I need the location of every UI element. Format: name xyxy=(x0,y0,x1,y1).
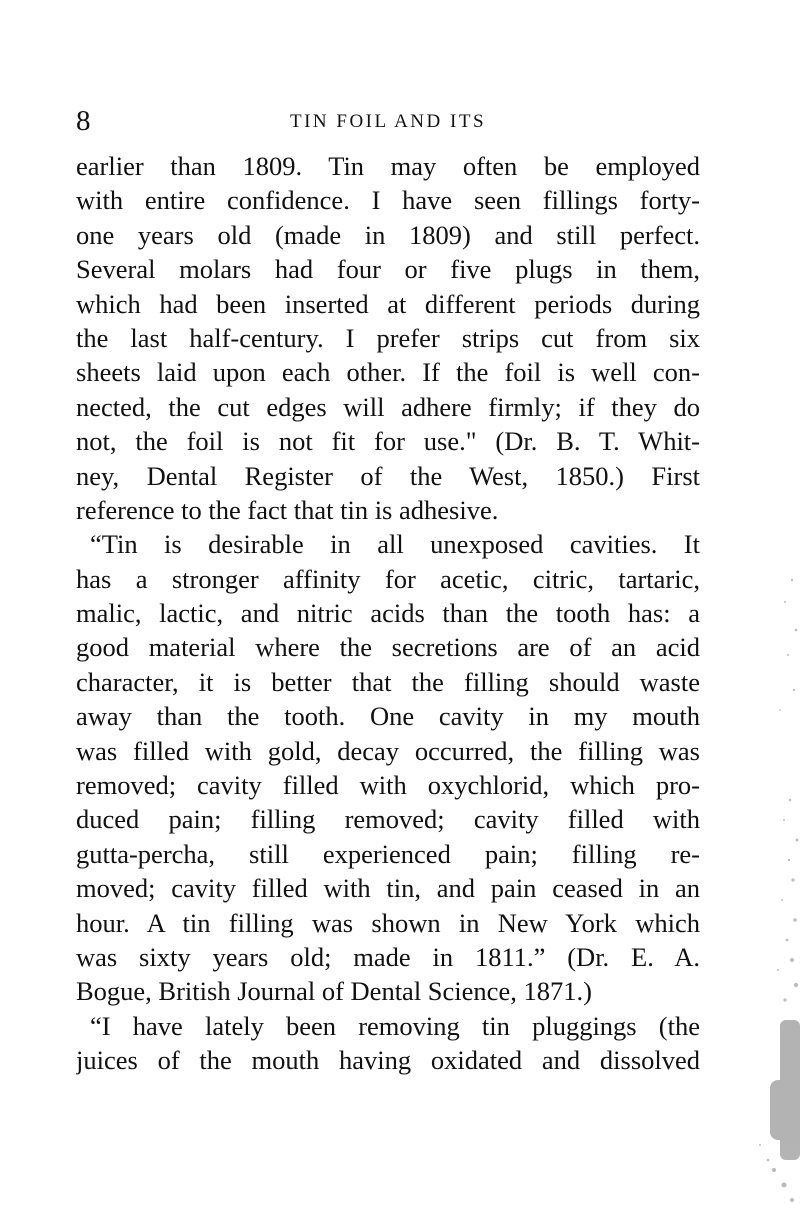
text-line: gutta-percha, still experienced pain; filling re- xyxy=(76,838,700,869)
text-line: duced pain; filling removed; cavity filled with xyxy=(76,804,700,835)
text-line: has a stronger affinity for acetic, citric, tartaric, xyxy=(76,563,700,594)
text-line: Bogue, British Journal of Dental Science, 1871.) xyxy=(76,976,592,1007)
body-text xyxy=(76,149,700,1078)
scan-speckle-decoration xyxy=(740,560,800,1215)
text-line: hour. A tin filling was shown in New York which xyxy=(76,907,700,938)
text-line: “Tin is desirable in all unexposed cavities. It xyxy=(90,529,700,560)
text-line: juices of the mouth having oxidated and dissolved xyxy=(76,1045,700,1076)
text-line: was filled with gold, decay occurred, the filling was xyxy=(76,735,700,766)
text-line: nected, the cut edges will adhere firmly; if they do xyxy=(76,391,700,422)
text-line: removed; cavity filled with oxychlorid, which pro- xyxy=(76,770,700,801)
text-line: reference to the fact that tin is adhesive. xyxy=(76,494,499,525)
text-line: not, the foil is not fit for use." (Dr. B. T. Whit- xyxy=(76,426,700,457)
text-line: with entire confidence. I have seen fillings forty- xyxy=(76,185,700,216)
page-number: 8 xyxy=(76,105,91,137)
text-line: one years old (made in 1809) and still perfect. xyxy=(76,219,700,250)
paragraph-1 xyxy=(76,149,700,527)
text-line: which had been inserted at different periods during xyxy=(76,288,700,319)
text-line: “I have lately been removing tin pluggings (the xyxy=(90,1010,700,1041)
text-line: ney, Dental Register of the West, 1850.) First xyxy=(76,460,700,491)
text-line: Several molars had four or five plugs in them, xyxy=(76,254,700,285)
running-head: TIN FOIL AND ITS xyxy=(289,111,487,132)
text-line: good material where the secretions are of an acid xyxy=(76,632,700,663)
text-line: was sixty years old; made in 1811.” (Dr. E. A. xyxy=(76,941,700,972)
paragraph-2 xyxy=(76,527,700,1008)
text-line: moved; cavity filled with tin, and pain ceased in an xyxy=(76,873,700,904)
text-line: the last half-century. I prefer strips cut from six xyxy=(76,322,700,353)
text-line: earlier than 1809. Tin may often be employed xyxy=(76,151,700,181)
text-line: malic, lactic, and nitric acids than the tooth has: a xyxy=(76,598,700,629)
text-line: away than the tooth. One cavity in my mouth xyxy=(76,701,700,732)
paragraph-3 xyxy=(76,1009,700,1078)
text-line: sheets laid upon each other. If the foil is well con- xyxy=(76,357,700,388)
text-line: character, it is better that the filling should waste xyxy=(76,666,700,697)
page-header xyxy=(76,103,700,139)
